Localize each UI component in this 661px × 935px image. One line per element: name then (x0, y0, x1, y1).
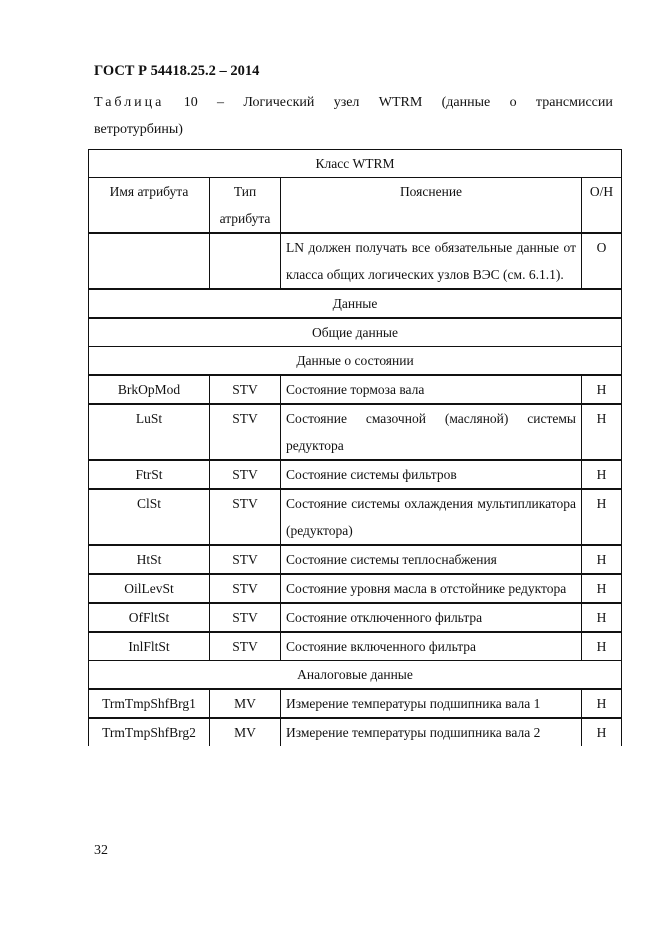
table-row (89, 718, 622, 746)
attribute-type: STV (210, 545, 281, 574)
attribute-mo: Н (582, 574, 622, 603)
caption-dash: – (217, 95, 225, 110)
section-common: Общие данные (89, 318, 622, 347)
attribute-description: Измерение температуры подшипника вала 1 (281, 689, 582, 718)
attribute-mo: Н (582, 404, 622, 460)
ln-description: LN должен получать все обязательные данные от класса общих логических узлов ВЭС (см. 6.1.1). (281, 233, 582, 289)
col-header-name: Имя атрибута (89, 178, 210, 234)
attribute-name: TrmTmpShfBrg2 (89, 718, 210, 746)
attribute-type: MV (210, 718, 281, 746)
attribute-mo: Н (582, 460, 622, 489)
table-row (89, 545, 622, 574)
ln-row (89, 233, 622, 289)
caption-word-2: узел (333, 95, 360, 110)
attribute-mo: Н (582, 689, 622, 718)
attribute-description: Состояние уровня масла в отстойнике редуктора (281, 574, 582, 603)
attribute-type: MV (210, 689, 281, 718)
class-row (89, 150, 622, 178)
page-number: 32 (94, 843, 108, 858)
table-row (89, 489, 622, 545)
attribute-mo: Н (582, 718, 622, 746)
attribute-description: Состояние отключенного фильтра (281, 603, 582, 632)
attribute-name: OilLevSt (89, 574, 210, 603)
section-row (89, 318, 622, 347)
caption-word-5: о (509, 95, 517, 110)
attribute-mo: Н (582, 545, 622, 574)
caption-word-6: трансмиссии (535, 95, 613, 110)
section-analog: Аналоговые данные (89, 661, 622, 690)
table-row (89, 404, 622, 460)
attribute-name: HtSt (89, 545, 210, 574)
attribute-mo: Н (582, 632, 622, 661)
standard-designation: ГОСТ Р 54418.25.2 – 2014 (94, 63, 260, 79)
ln-name (89, 233, 210, 289)
attribute-name: FtrSt (89, 460, 210, 489)
attribute-type: STV (210, 460, 281, 489)
attribute-mo: Н (582, 375, 622, 404)
table-row (89, 689, 622, 718)
section-row (89, 289, 622, 318)
caption-word-4: (данные (441, 95, 491, 110)
attribute-type: STV (210, 404, 281, 460)
attribute-description: Состояние включенного фильтра (281, 632, 582, 661)
caption-word-3: WTRM (378, 95, 423, 110)
attribute-type: STV (210, 603, 281, 632)
attribute-description: Состояние системы охлаждения мультипликатора (редуктора) (281, 489, 582, 545)
table-row (89, 460, 622, 489)
attribute-description: Состояние тормоза вала (281, 375, 582, 404)
table-row (89, 632, 622, 661)
attribute-name: BrkOpMod (89, 375, 210, 404)
section-status: Данные о состоянии (89, 347, 622, 376)
attribute-type: STV (210, 489, 281, 545)
col-header-description: Пояснение (281, 178, 582, 234)
status-rows (89, 375, 622, 661)
ln-mo: О (582, 233, 622, 289)
attribute-type: STV (210, 574, 281, 603)
attribute-name: OfFltSt (89, 603, 210, 632)
table-row (89, 603, 622, 632)
col-header-mo: О/Н (582, 178, 622, 234)
table-row (89, 375, 622, 404)
analog-rows (89, 689, 622, 746)
attribute-description: Состояние системы теплоснабжения (281, 545, 582, 574)
table-caption-line-2: ветротурбины) (94, 122, 183, 137)
attribute-name: InlFltSt (89, 632, 210, 661)
attribute-type: STV (210, 375, 281, 404)
class-title: Класс WTRM (89, 150, 622, 178)
attribute-name: LuSt (89, 404, 210, 460)
section-data: Данные (89, 289, 622, 318)
attribute-mo: Н (582, 489, 622, 545)
attribute-description: Состояние смазочной (масляной) системы редуктора (281, 404, 582, 460)
header-row (89, 178, 622, 234)
attribute-name: TrmTmpShfBrg1 (89, 689, 210, 718)
section-row (89, 347, 622, 376)
ln-type (210, 233, 281, 289)
section-row (89, 661, 622, 690)
attribute-name: ClSt (89, 489, 210, 545)
attribute-mo: Н (582, 603, 622, 632)
caption-number: 10 (183, 95, 198, 110)
caption-word-1: Логический (243, 95, 315, 110)
col-header-type: Тип атрибута (210, 178, 281, 234)
wtrm-table (88, 149, 622, 746)
attribute-description: Состояние системы фильтров (281, 460, 582, 489)
table-row (89, 574, 622, 603)
table-caption-line-1 (94, 95, 613, 111)
attribute-type: STV (210, 632, 281, 661)
attribute-description: Измерение температуры подшипника вала 2 (281, 718, 582, 746)
caption-word: Таблица (94, 95, 165, 110)
